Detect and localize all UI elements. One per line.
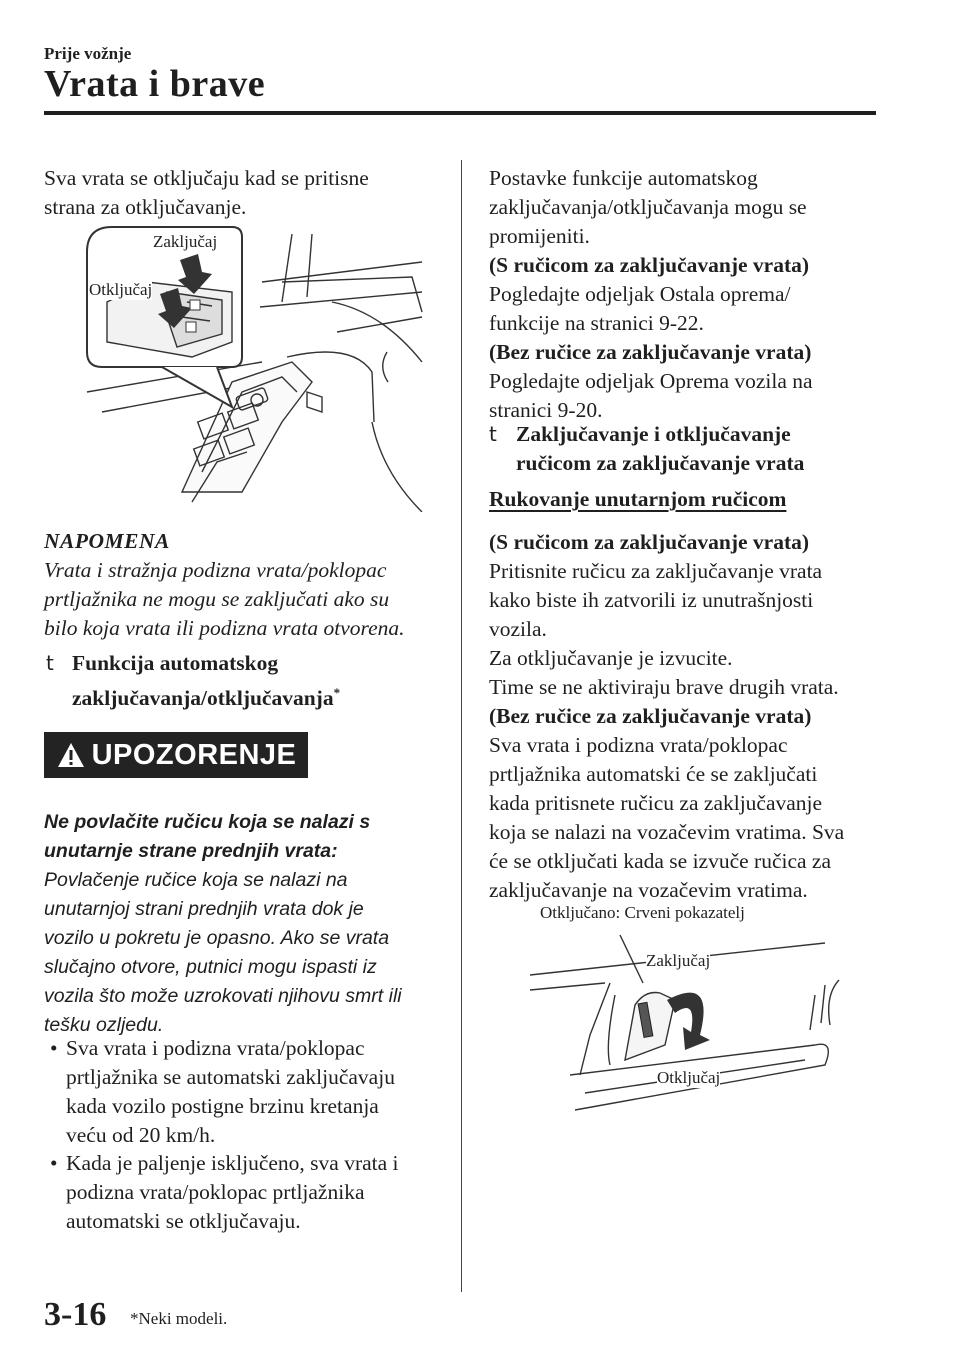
inside-handle-heading: Rukovanje unutarnjom ručicom <box>489 487 787 511</box>
fig2-unlock-label: Otključaj <box>657 1068 721 1087</box>
footnote: *Neki modeli. <box>130 1309 228 1328</box>
note-block: NAPOMENA Vrata i stražnja podizna vrata/poklopac prtljažnika ne mogu se zaključati ako su bilo koja vrata ili podizna vrata otvorena. <box>44 529 405 640</box>
section-bullet-icon: t <box>46 651 54 675</box>
section-bullet-icon: t <box>489 422 497 446</box>
door-lock-switch-figure <box>82 222 427 512</box>
warning-banner <box>44 732 308 778</box>
page-title: Vrata i brave <box>44 63 266 105</box>
page-number: 3-16 <box>44 1296 107 1333</box>
auto-lock-heading: Funkcija automatskog zaključavanja/otključavanja* <box>72 651 341 711</box>
section-label: Prije vožnje <box>44 44 132 63</box>
bullet-dot: • <box>50 1151 58 1175</box>
manual-lock-heading: Zaključavanje i otključavanje ručicom za zaključavanje vrata <box>516 422 805 475</box>
left-intro: Sva vrata se otključaju kad se pritisne strana za otključavanje. <box>44 166 369 219</box>
fig2-lock-label: Zaključaj <box>646 951 711 970</box>
bullet-item: Kada je paljenje isključeno, sva vrata i podizna vrata/poklopac prtljažnika automatski se otključavaju. <box>66 1151 399 1233</box>
warning-triangle-icon <box>56 741 86 769</box>
bullet-dot: • <box>50 1036 58 1060</box>
bullet-item: Sva vrata i podizna vrata/poklopac prtljažnika se automatski zaključavaju kada vozilo postigne brzinu kretanja veću od 20 km/h. <box>66 1036 395 1147</box>
inside-handle-text: (S ručicom za zaključavanje vrata) Pritisnite ručicu za zaključavanje vrata kako biste ih zatvorili iz unutrašnjosti vozila. Za otključavanje je izvucite. Time se ne aktiviraju brave drugih vrata. (Bez ručice za zaključavanje vrata) Sva vrata i podizna vrata/poklopac prtljažnika automatski će se zaključati kada pritisnete ručicu za zaključavanje koja se nalazi na vozačevim vratima. Sva će se otključati kada se izvuče ručica za zaključavanje na vozačevim vratima. <box>489 530 845 902</box>
fig1-lock-label: Zaključaj <box>153 232 218 251</box>
warning-label: UPOZORENJE <box>91 738 297 771</box>
note-heading: NAPOMENA <box>44 529 170 553</box>
fig2-indicator-label: Otključano: Crveni pokazatelj <box>540 903 745 922</box>
title-divider <box>44 111 876 115</box>
fig1-unlock-label: Otključaj <box>89 280 153 299</box>
right-intro: Postavke funkcije automatskog zaključavanja/otključavanja mogu se promijeniti. (S ručicom za zaključavanje vrata) Pogledajte odjeljak Ostala oprema/ funkcije na stranici 9-22. (Bez ručice za zaključavanje vrata) Pogledajte odjeljak Oprema vozila na stranici 9-20. <box>489 166 813 422</box>
column-divider <box>461 160 462 1292</box>
warning-text: Ne povlačite ručicu koja se nalazi s unutarnje strane prednjih vrata: Povlačenje ručice koja se nalazi na unutarnjoj strani prednjih vrata dok je vozilo u pokretu je opasno. Ako se vrata slučajno otvore, putnici mogu ispasti iz vozila što može uzrokovati njihovu smrt ili tešku ozljedu. <box>44 811 402 1036</box>
